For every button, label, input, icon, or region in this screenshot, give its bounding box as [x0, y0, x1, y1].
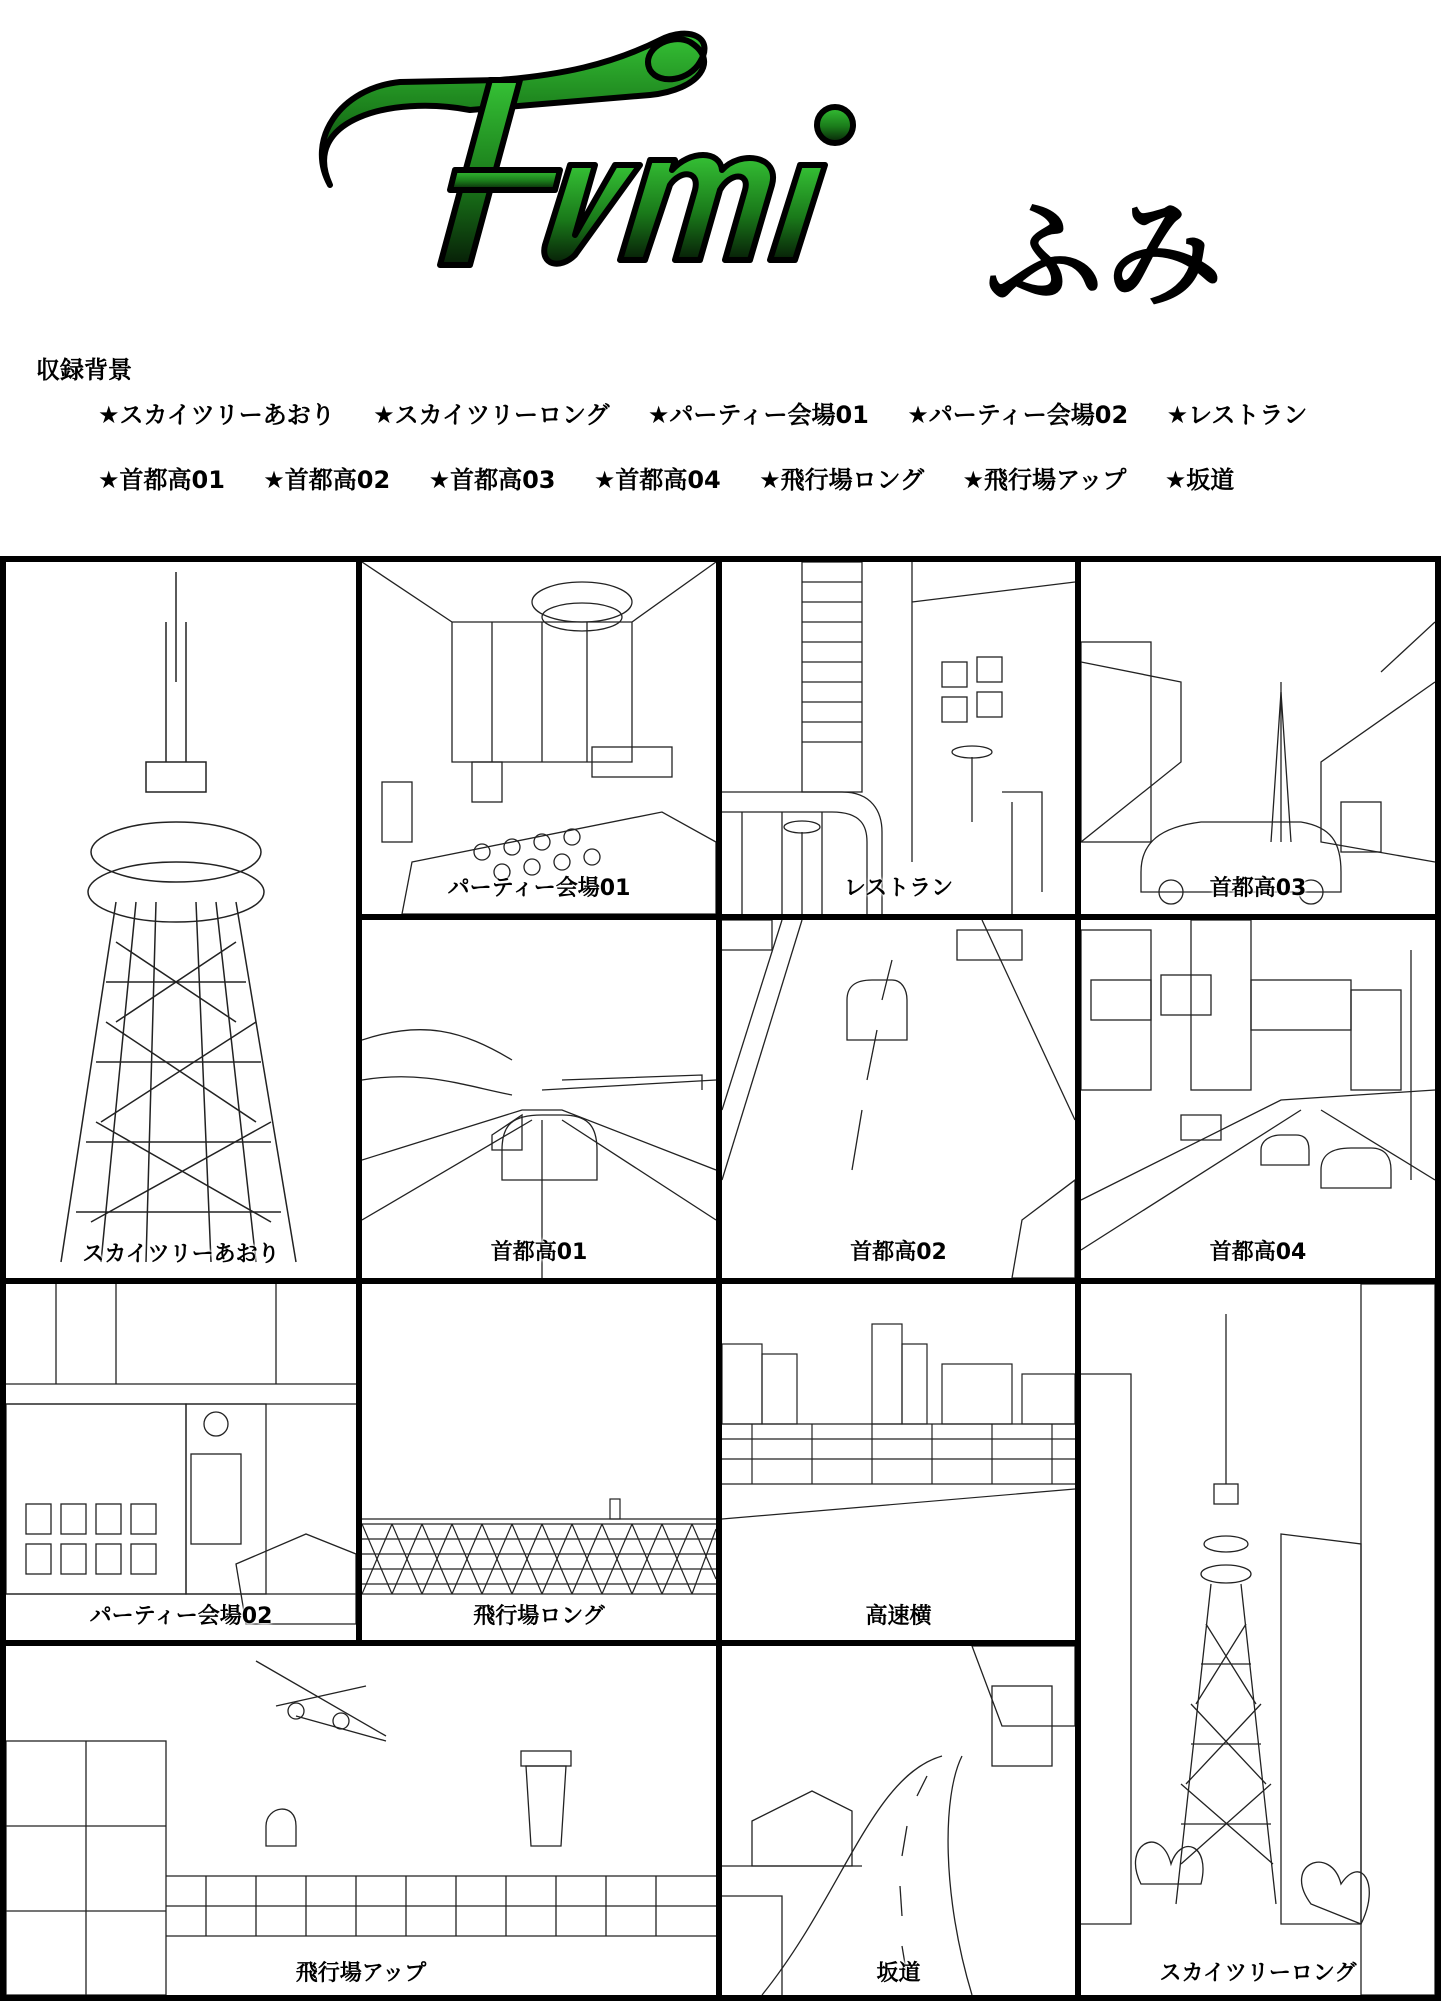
list-item: ★首都高03 — [428, 466, 556, 494]
list-item: ★レストラン — [1166, 401, 1308, 429]
skytree-long-illustration — [1081, 1284, 1435, 1995]
panel-party-02 — [6, 1284, 356, 1640]
panel-shutoko-03 — [1081, 562, 1435, 914]
panel-caption: 首都高01 — [490, 1240, 588, 1265]
logo-kana: ふみ — [985, 185, 1226, 323]
panel-kosoku-yoko — [722, 1284, 1075, 1640]
list-item: ★坂道 — [1164, 466, 1235, 494]
panel-sakamichi — [722, 1646, 1075, 1995]
highway-01-illustration — [362, 920, 716, 1278]
panel-skytree-aori — [6, 562, 356, 1278]
party-hall-illustration — [362, 562, 716, 914]
skytree-illustration — [6, 562, 356, 1278]
panel-caption: 高速横 — [865, 1604, 932, 1629]
panel-caption: 飛行場ロング — [473, 1604, 605, 1629]
background-list-row-1 — [98, 395, 1337, 430]
list-item: ★首都高02 — [263, 466, 391, 494]
panel-caption: 坂道 — [876, 1961, 921, 1986]
list-item: ★飛行場アップ — [962, 466, 1127, 494]
panel-grid — [0, 556, 1441, 2001]
highway-02-illustration — [722, 920, 1075, 1278]
panel-caption: スカイツリーロング — [1159, 1961, 1357, 1986]
panel-skytree-long — [1081, 1284, 1435, 1995]
panel-caption: 首都高03 — [1209, 876, 1307, 901]
panel-airport-up — [6, 1646, 716, 1995]
restaurant-illustration — [722, 562, 1075, 914]
highway-side-illustration — [722, 1284, 1075, 1640]
panel-caption: 首都高02 — [850, 1240, 947, 1265]
background-list-row-2 — [98, 460, 1264, 495]
airport-up-illustration — [6, 1646, 716, 1995]
list-item: ★パーティー会場01 — [647, 401, 869, 429]
highway-03-illustration — [1081, 562, 1435, 914]
section-heading: 収録背景 — [36, 356, 132, 384]
panel-airport-long — [362, 1284, 716, 1640]
panel-caption: パーティー会場02 — [89, 1604, 273, 1629]
panel-caption: 首都高04 — [1209, 1240, 1307, 1265]
panel-party-01 — [362, 562, 716, 914]
panel-caption: パーティー会場01 — [447, 876, 631, 901]
panel-caption: 飛行場アップ — [295, 1961, 427, 1986]
panel-caption: レストラン — [843, 876, 954, 901]
list-item: ★首都高01 — [98, 466, 225, 494]
logo — [0, 0, 1441, 330]
list-item: ★スカイツリーあおり — [98, 401, 335, 429]
panel-caption: スカイツリーあおり — [82, 1242, 280, 1267]
list-item: ★首都高04 — [593, 466, 721, 494]
list-item: ★パーティー会場02 — [907, 401, 1129, 429]
list-item: ★飛行場ロング — [759, 466, 925, 494]
list-item: ★スカイツリーロング — [373, 401, 610, 429]
airport-long-illustration — [362, 1284, 716, 1640]
panel-shutoko-04 — [1081, 920, 1435, 1278]
panel-shutoko-02 — [722, 920, 1075, 1278]
panel-shutoko-01 — [362, 920, 716, 1278]
party-hall-02-illustration — [6, 1284, 356, 1640]
slope-road-illustration — [722, 1646, 1075, 1995]
panel-restaurant — [722, 562, 1075, 914]
highway-04-illustration — [1081, 920, 1435, 1278]
